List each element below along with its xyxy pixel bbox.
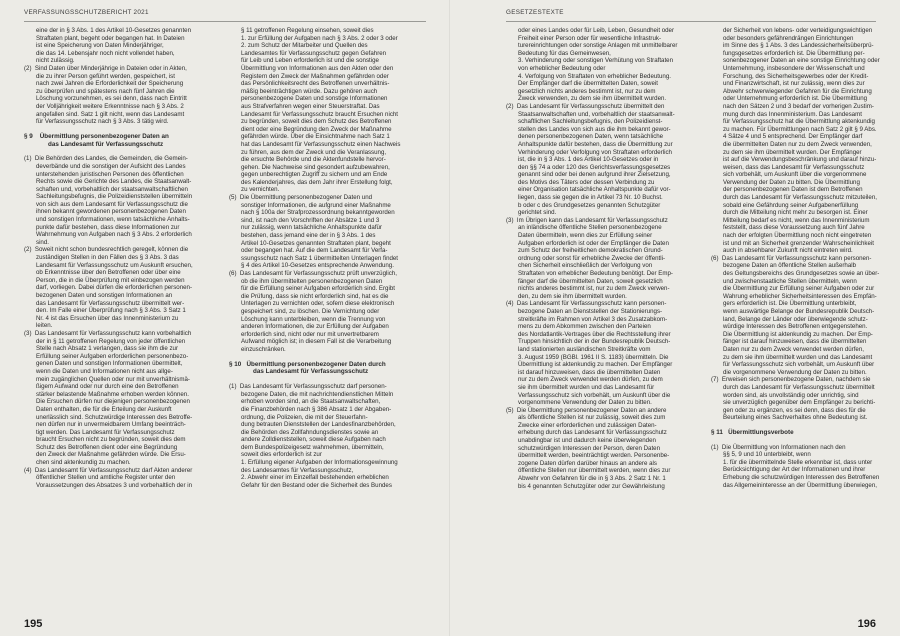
continued-paragraph: oder eines Landes oder für Leib, Leben, Gesundheit oder Freiheit einer Person oder für wesentliche Infrastruk- turereinrichtungen oder sonstige Anlagen mit unmittelbarer Bedeutung für das Gemeinwesen, 3. Verhinderung oder sonstigen Verhütung von Straftaten von erheblicher Bedeutung oder 4. Verfolgung von Straftaten von erheblicher Bedeutung. Der Empfänger darf die übermittelten Daten, soweit gesetzlich nichts anderes bestimmt ist, nur zu dem Zweck verwenden, zu dem sie ihm übermittelt wurden. xyxy=(518,27,678,103)
numbered-paragraph: (2) Das Landesamt für Verfassungsschutz übermittelt den Staatsanwaltschaften und, vorbehaltlich der staatsanwalt- schaftlichen Sachleitungsbefugnis, den Polizeidienst- stellen des Landes von sich aus die ihm bekannt gewor- denen personenbezogenen Daten, wenn tatsächliche Anhaltspunkte dafür bestehen, dass die Übermittlung zur Verhinderung oder Verfolgung von Straftaten erforderlich ist, die in § 3 Abs. 1 des Artikel 10-Gesetzes oder in den §§ 74 a oder 120 des Gerichtsverfassungsgesetzes genannt sind oder bei denen aufgrund ihrer Zielsetzung, des Motivs des Täters oder dessen Verbindung zu einer Organisation tatsächliche Anhaltspunkte dafür vor- liegen, dass sie gegen die in Artikel 73 Nr. 10 Buchst. b oder c des Grundgesetzes genannten Schutzgüter gerichtet sind. xyxy=(506,102,675,217)
numbered-paragraph: (5) Die Übermittlung personenbezogener Daten und sonstiger Informationen, die aufgrund einer Maßnahme nach § 100a der Strafprozessordnung bekanntgeworden sind, ist nach den Vorschriften der Absätze 1 und 3 nur zulässig, wenn tatsächliche Anhaltspunkte dafür bestehen, dass jemand eine der in § 3 Abs. 1 des Artikel 10-Gesetzes genannten Straftaten plant, begeht oder begangen hat. Auf die dem Landesamt für Verfa- ssungsschutz nach Satz 1 übermittelten Unterlagen findet § 4 des Artikel 10-Gesetzes entsprechende Anwendung. xyxy=(229,194,399,270)
numbered-paragraph: (2) Sind Daten über Minderjährige in Dateien oder in Akten, die zu ihrer Person geführt werden, gespeichert, ist nach zwei Jahren die Erforderlichkeit der Speicherung zu überprüfen und spätestens nach fünf Jahren die Löschung vorzunehmen, es sei denn, dass nach Eintritt der Volljährigkeit weitere Erkenntnisse nach § 3 Abs. 2 angefallen sind. Satz 1 gilt nicht, wenn das Landesamt für Verfassungsschutz nach § 3 Abs. 3 tätig wird. xyxy=(24,64,187,126)
numbered-paragraph: (6) Das Landesamt für Verfassungsschutz kann personen- bezogene Daten an öffentliche Stellen außerhalb des Geltungsbereichs des Grundgesetzes sowie an über- und zwischenstaatliche Stellen übermitteln, wenn die Übermittlung zur Erfüllung seiner Aufgaben oder zur Wahrung erheblicher Sicherheitsinteressen des Empfän- gers erforderlich ist. Die Übermittlung unterbleibt, wenn auswärtige Belange der Bundesrepublik Deutsch- land, Belange der Länder oder überwiegende schutz- würdige Interessen des Betroffenen entgegenstehen. Die Übermittlung ist aktenkundig zu machen. Der Emp- fänger ist darauf hinzuweisen, dass die übermittelten Daten nur zu dem Zweck verwendet werden dürfen, zu dem sie ihm übermittelt wurden und das Landesamt für Verfassungsschutz sich vorbehält, um Auskunft über die vorgenommene Verwendung der Daten zu bitten. xyxy=(711,254,880,376)
numbered-paragraph: (5) Die Übermittlung personenbezogener Daten an andere als öffentliche Stellen ist nur zulässig, soweit dies zum Zwecke einer erforderlichen und zulässigen Daten- erhebung durch das Landesamt für Verfassungsschutz unabdingbar ist und dadurch keine überwiegenden schutzwürdigen Interessen der Person, deren Daten übermittelt werden, beeinträchtigt werden. Personenbe- zogene Daten dürfen darüber hinaus an andere als öffentliche Stellen nur übermittelt werden, wenn dies zur Abwehr von Gefahren für die in § 3 Abs. 2 Satz 1 Nr. 1 bis 4 genannten Schutzgüter oder zur Gewährleistung xyxy=(506,406,671,490)
numbered-paragraph: (2) Soweit nicht schon bundesrechtlich geregelt, können die zuständigen Stellen in den Fällen des § 3 Abs. 3 das Landesamt für Verfassungsschutz um Auskunft ersuchen, ob Erkenntnisse über den Betroffenen oder über eine Person, die in die Überprüfung mit einbezogen werden darf, vorliegen. Dabei dürfen die erforderlichen personen- bezogenen Daten und sonstigen Informationen an das Landesamt für Verfassungsschutz übermittelt wer- den. Im Falle einer Überprüfung nach § 3 Abs. 3 Satz 1 Nr. 4 ist das Ersuchen über das Innenministerium zu leiten. xyxy=(24,246,193,330)
numbered-paragraph: (4) Das Landesamt für Verfassungsschutz kann personen- bezogene Daten an Dienststellen der Stationierungs- streitkräfte im Rahmen von Artikel 3 des Zusatzabkom- mens zu dem Abkommen zwischen den Parteien des Nordatlantik-Vertrages über die Rechtsstellung ihrer Truppen hinsichtlich der in der Bundesrepublik Deutsch- land stationierten ausländischen Streitkräfte vom 3. August 1959 (BGBl. 1961 II S. 1183) übermitteln. Die Übermittlung ist aktenkundig zu machen. Der Empfänger ist darauf hinzuweisen, dass die übermittelten Daten nur zu dem Zweck verwendet werden dürfen, zu dem sie ihm übermittelt wurden und das Landesamt für Verfassungsschutz sich vorbehält, um Auskunft über die vorgenommene Verwendung der Daten zu bitten. xyxy=(506,300,673,407)
continued-paragraph: eine der in § 3 Abs. 1 des Artikel 10-Gesetzes genannten Straftaten plant, begeht oder begangen hat. In Dateien ist eine Speicherung von Daten Minderjähriger, die das 14. Lebensjahr noch nicht vollendet haben, nicht zulässig. xyxy=(36,27,191,65)
numbered-paragraph: (3) Das Landesamt für Verfassungsschutz kann vorbehaltlich der in § 11 getroffenen Regelung von jeder öffentlichen Stelle nach Absatz 1 verlangen, dass sie ihm die zur Erfüllung seiner Aufgaben erforderlichen personenbezo- genen Daten und sonstigen Informationen übermittelt, wenn die Daten und Informationen nicht aus allge- mein zugänglichen Quellen oder nur mit unverhältnismä- ßigem Aufwand oder nur durch eine den Betroffenen stärker belastende Maßnahme erhoben werden können. Die Ersuchen dürfen nur diejenigen personenbezogenen Daten enthalten, die für die Erteilung der Auskunft unerlässlich sind. Schutzwürdige Interessen des Betroffe- nen dürfen nur in unvermeidbarem Umfang beeinträch- tigt werden. Das Landesamt für Verfassungsschutz braucht Ersuchen nicht zu begründen, soweit dies dem Schutz des Betroffenen dient oder eine Begründung den Zweck der Maßnahme gefährden würde. Die Ersu- chen sind aktenkundig zu machen. xyxy=(24,329,193,467)
numbered-paragraph: (6) Das Landesamt für Verfassungsschutz prüft unverzüglich, ob die ihm übermittelten personenbezogenen Daten für die Erfüllung seiner Aufgaben erforderlich sind. Ergibt die Prüfung, dass sie nicht erforderlich sind, hat es die Unterlagen zu vernichten oder, sofern diese elektronisch gespeichert sind, zu löschen. Die Vernichtung oder Löschung kann unterbleiben, wenn die Trennung von anderen Informationen, die zur Erfüllung der Aufgaben erforderlich sind, nicht oder nur mit unvertretbarem Aufwand möglich ist; in diesem Fall ist die Verarbeitung einzuschränken. xyxy=(229,270,397,353)
running-header: VERFASSUNGSSCHUTZBERICHT 2021 xyxy=(24,9,149,16)
page-number: 196 xyxy=(857,618,876,630)
running-header: GESETZESTEXTE xyxy=(506,9,564,16)
section-heading: § 11 Übermittlungsverbote xyxy=(711,428,794,436)
continued-paragraph: der Sicherheit von lebens- oder verteidigungswichtigen oder besonders gefährendrängen Einrichtungen im Sinne des § 1 Abs. 3 des Landessicherheitsüberprü- fungsgesetzes erforderlich ist. Die Übermittlung per- sonenbezogener Daten an eine sonstige Einrichtung oder Unternehmung, insbesondere der Wissenschaft und Forschung, des Sicherheitsgewerbes oder der Kredit- und Finanzwirtschaft, ist nur zulässig, wenn dies zur Abwehr schwerwiegender Gefahren für die Einrichtung oder Unternehmung erforderlich ist. Die Übermittlung nach den Sätzen 2 und 3 bedarf der vorherigen Zustim- mung durch das Innenministerium. Das Landesamt für Verfassungsschutz hat die Übermittlung aktenkundig zu machen. Für Übermittlungen nach Satz 2 gilt § 9 Abs. 4 Sätze 4 und 5 entsprechend. Der Empfänger darf die übermittelten Daten nur zu dem Zweck verwenden, zu dem sie ihm übermittelt wurden. Der Empfänger ist auf die Verwendungsbeschränkung und darauf hinzu- weisen, dass das Landesamt für Verfassungsschutz sich vorbehält, um Auskunft über die vorgenommene Verwendung der Daten zu bitten. Die Übermittlung der personenbezogenen Daten ist dem Betroffenen durch das Landesamt für Verfassungsschutz mitzuteilen, sobald eine Gefährdung seiner Aufgabenerfüllung durch die Mitteilung nicht mehr zu besorgen ist. Einer Mitteilung bedarf es nicht, wenn das Innenministerium feststellt, dass diese Voraussetzung auch fünf Jahre nach der erfolgten Übermittlung noch nicht eingetreten ist und mit an Sicherheit grenzender Wahrscheinlichkeit auch in absehbarer Zukunft nicht eintreten wird. xyxy=(723,27,880,255)
continued-paragraph: § 11 getroffenen Regelung einsehen, soweit dies 1. zur Erfüllung der Aufgaben nach § 3 Abs. 2 oder 3 oder 2. zum Schutz der Mitarbeiter und Quellen des Landesamtes für Verfassungsschutz gegen Gefahren für Leib und Leben erforderlich ist und die sonstige Übermittlung von Informationen aus den Akten oder den Registern den Zweck der Maßnahmen gefährden oder das Persönlichkeitsrecht des Betroffenen unverhältnis- mäßig beeinträchtigen würde. Dazu gehören auch personenbezogene Daten und sonstige Informationen aus Strafverfahren wegen einer Steuerstraftat. Das Landesamt für Verfassungsschutz braucht Ersuchen nicht zu begründen, soweit dies dem Schutz des Betroffenen dient oder eine Begründung den Zweck der Maßnahme gefährden würde. Über die Einsichtnahme nach Satz 1 hat das Landesamt für Verfassungsschutz einen Nachweis zu führen, aus dem der Zweck und die Veranlassung, die ersuchte Behörde und die Aktenfundstelle hervor- gehen. Die Nachweise sind gesondert aufzubewahren, gegen unberechtigten Zugriff zu sichern und am Ende des Kalenderjahres, das dem Jahr ihrer Erstellung folgt, zu vernichten. xyxy=(241,27,401,194)
section-heading: § 9 Übermittlung personenbezogener Daten an das Landesamt für Verfassungsschutz xyxy=(24,132,169,148)
header-rule xyxy=(506,21,876,22)
section-heading: § 10 Übermittlung personenbezogener Daten durch das Landesamt für Verfassungsschutz xyxy=(229,360,386,376)
text-column xyxy=(711,27,900,614)
numbered-paragraph: (4) Das Landesamt für Verfassungsschutz darf Akten anderer öffentlicher Stellen und amtliche Register unter den Voraussetzungen des Absatzes 3 und vorbehaltlich der in xyxy=(24,466,193,489)
text-column xyxy=(229,27,424,614)
numbered-paragraph: (1) Das Landesamt für Verfassungsschutz darf personen- bezogene Daten, die mit nachrichtendienstlichen Mitteln erhoben worden sind, an die Staatsanwaltschaften, die Finanzbehörden nach § 386 Absatz 1 der Abgaben- ordnung, die Polizeien, die mit der Steuerfahn- dung betrauten Dienststellen der Landesfinanzbehörden, die Behörden des Zollfahndungsdienstes sowie an andere Zolldienststellen, soweit diese Aufgaben nach dem Bundespolizeigesetz wahrnehmen, übermitteln, soweit dies erforderlich ist zur 1. Erfüllung eigener Aufgaben der Informationsgewinnung des Landesamtes für Verfassungsschutz, 2. Abwehr einer im Einzelfall bestehenden erheblichen Gefahr für den Bestand oder die Sicherheit des Bundes xyxy=(229,383,398,489)
page-right xyxy=(450,0,900,636)
header-rule xyxy=(24,21,426,22)
numbered-paragraph: (7) Erweisen sich personenbezogene Daten, nachdem sie durch das Landesamt für Verfassungsschutz übermittelt worden sind, als unvollständig oder unrichtig, sind sie unverzüglich gegenüber dem Empfänger zu berichti- gen oder zu ergänzen, es sei denn, dass dies für die Beurteilung eines Sachverhaltes ohne Bedeutung ist. xyxy=(711,376,876,422)
page-number: 195 xyxy=(24,618,43,630)
numbered-paragraph: (1) Die Behörden des Landes, die Gemeinden, die Gemein- deverbände und die sonstigen der Aufsicht des Landes unterstehenden juristischen Personen des öffentlichen Rechts sowie die Gerichte des Landes, die Staatsanwalt- schaften und, vorbehaltlich der staatsanwaltschaftlichen Sachleitungsbefugnis, die Polizeidienststellen übermitteln von sich aus dem Landesamt für Verfassungsschutz die ihnen bekannt gewordenen personenbezogenen Daten und sonstigen Informationen, wenn tatsächliche Anhalts- punkte dafür bestehen, dass diese Informationen zur Wahrnehmung von Aufgaben nach § 3 Abs. 2 erforderlich sind. xyxy=(24,155,192,246)
text-column xyxy=(24,27,219,614)
numbered-paragraph: (1) Die Übermittlung von Informationen nach den §§ 5, 9 und 10 unterbleibt, wenn 1. für die übermittelnde Stelle erkennbar ist, dass unter Berücksichtigung der Art der Informationen und ihrer Erhebung die schutzwürdigen Interessen des Betroffenen das Allgemeininteresse an der Übermittlung überwiegen, xyxy=(711,443,880,489)
numbered-paragraph: (3) Im Übrigen kann das Landesamt für Verfassungsschutz an inländische öffentliche Stellen personenbezogene Daten übermitteln, wenn dies zur Erfüllung seiner Aufgaben erforderlich ist oder der Empfänger die Daten zum Schutz der freiheitlichen demokratischen Grund- ordnung oder sonst für erhebliche Zwecke der öffentli- chen Sicherheit einschließlich der Verfolgung von Straftaten von erheblicher Bedeutung benötigt. Der Emp- fänger darf die übermittelten Daten, soweit gesetzlich nichts anderes bestimmt ist, nur zu dem Zweck verwen- den, zu dem sie ihm übermittelt wurden. xyxy=(506,216,673,300)
text-column xyxy=(506,27,701,614)
